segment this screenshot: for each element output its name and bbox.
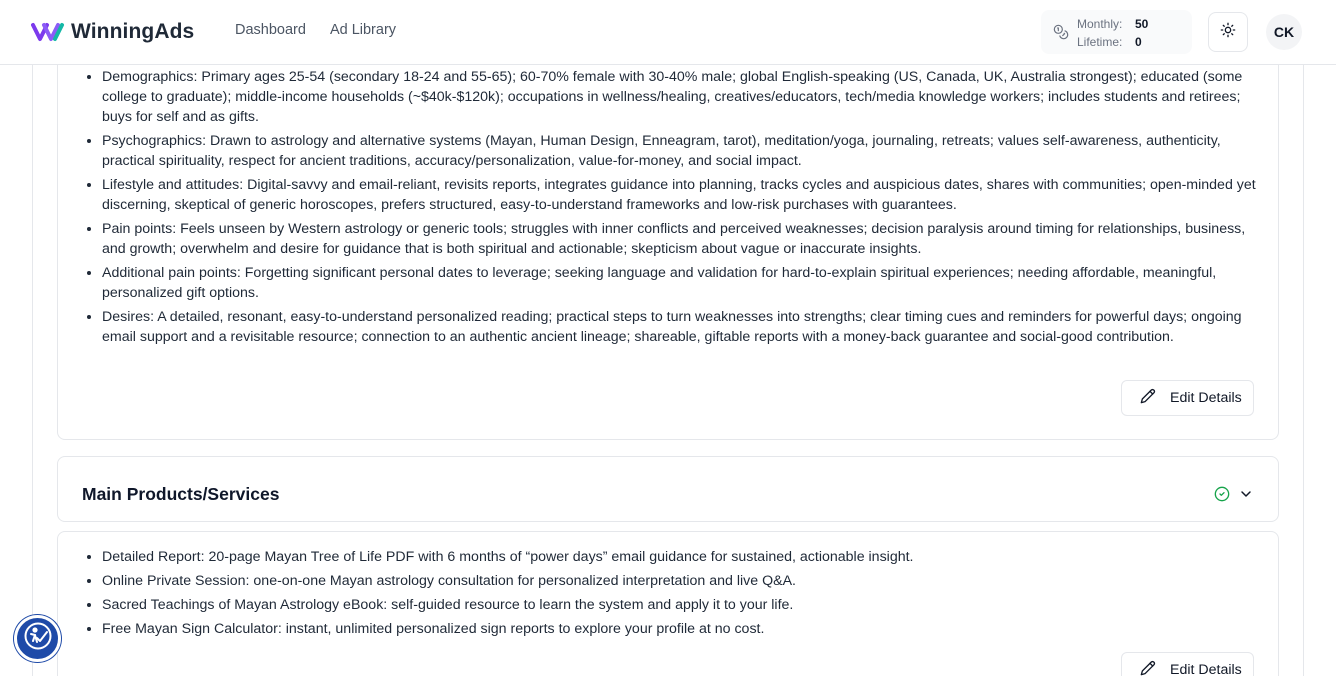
products-list xyxy=(102,547,1262,643)
products-section-header[interactable] xyxy=(57,456,1279,522)
chevron-down-icon[interactable] xyxy=(1238,486,1254,507)
list-item: • Detailed Report: 20-page Mayan Tree of Life PDF with 6 months of “power days” email guidance for sustained, actionable insight. xyxy=(102,547,1262,567)
products-card xyxy=(57,531,1279,676)
main-nav xyxy=(235,22,396,38)
list-item: • Free Mayan Sign Calculator: instant, unlimited personalized sign reports to explore your profile at no cost. xyxy=(102,619,1262,639)
credits-panel xyxy=(1041,10,1192,54)
edit-details-label: Edit Details xyxy=(1170,662,1242,676)
sun-icon xyxy=(1220,22,1236,43)
pencil-icon xyxy=(1140,388,1156,408)
edit-details-button[interactable] xyxy=(1121,380,1254,416)
list-item: • Desires: A detailed, resonant, easy-to-understand personalized reading; practical steps to turn weaknesses into strengths; clear timing cues and reminders for powerful days; ongoing email support and a revisitable resource; connection to an authentic ancient lineage; shareable, giftable reports with a money-back guarantee and social-good contribution. xyxy=(102,307,1262,347)
lifetime-label: Lifetime: xyxy=(1077,35,1123,49)
brand-logo[interactable] xyxy=(31,17,194,47)
edit-details-label: Edit Details xyxy=(1170,390,1242,406)
list-item: • Demographics: Primary ages 25-54 (secondary 18-24 and 55-65); 60-70% female with 30-40% male; global English-speaking (US, Canada, UK, Australia strongest); educated (some college to graduate); middle-income households (~$40k-$120k); occupations in wellness/healing, creatives/educators, tech/media knowledge workers; includes students and retirees; buys for self and as gifts. xyxy=(102,67,1262,127)
accessibility-icon xyxy=(23,621,53,656)
check-circle-icon xyxy=(1214,486,1230,507)
list-item: • Lifestyle and attitudes: Digital-savvy and email-reliant, revisits reports, integrates guidance into planning, tracks cycles and auspicious dates, shares with communities; open-minded yet discerning, skeptical of generic horoscopes, prefers structured, easy-to-understand frameworks and low-risk purchases with guarantees. xyxy=(102,175,1262,215)
brand-name: WinningAds xyxy=(71,20,195,43)
list-item: • Pain points: Feels unseen by Western astrology or generic tools; struggles with inner conflicts and perceived weaknesses; decision paralysis around timing for relationships, business, and growth; overwhelm and desire for guidance that is both spiritual and actionable; skepticism about vague or inaccurate insights. xyxy=(102,219,1262,259)
top-navigation-bar xyxy=(0,0,1336,65)
list-item: • Online Private Session: one-on-one Mayan astrology consultation for personalized interpretation and live Q&A. xyxy=(102,571,1262,591)
lifetime-value: 0 xyxy=(1135,35,1142,49)
list-item: • Psychographics: Drawn to astrology and alternative systems (Mayan, Human Design, Enneagram, tarot), meditation/yoga, journaling, retreats; values self-awareness, authenticity, practical spirituality, respect for ancient traditions, accuracy/personalization, value-for-money, and social impact. xyxy=(102,131,1262,171)
logo-mark-icon xyxy=(31,22,67,42)
user-avatar[interactable]: CK xyxy=(1266,14,1302,50)
nav-ad-library[interactable]: Ad Library xyxy=(329,22,397,38)
nav-dashboard[interactable]: Dashboard xyxy=(235,22,306,38)
list-item: • Additional pain points: Forgetting significant personal dates to leverage; seeking language and validation for hard-to-explain spiritual experiences; needing affordable, meaningful, personalized gift options. xyxy=(102,263,1262,303)
monthly-label: Monthly: xyxy=(1077,17,1123,31)
theme-toggle-button[interactable] xyxy=(1208,12,1248,52)
pencil-icon xyxy=(1140,660,1156,676)
accessibility-button[interactable] xyxy=(14,615,61,662)
section-title: Main Products/Services xyxy=(82,484,280,504)
list-item: • Sacred Teachings of Mayan Astrology eBook: self-guided resource to learn the system and apply it to your life. xyxy=(102,595,1262,615)
target-audience-card xyxy=(57,30,1279,440)
edit-details-button[interactable] xyxy=(1121,652,1254,676)
target-audience-list xyxy=(102,67,1262,351)
coins-icon xyxy=(1053,24,1069,45)
monthly-value: 50 xyxy=(1135,17,1149,31)
